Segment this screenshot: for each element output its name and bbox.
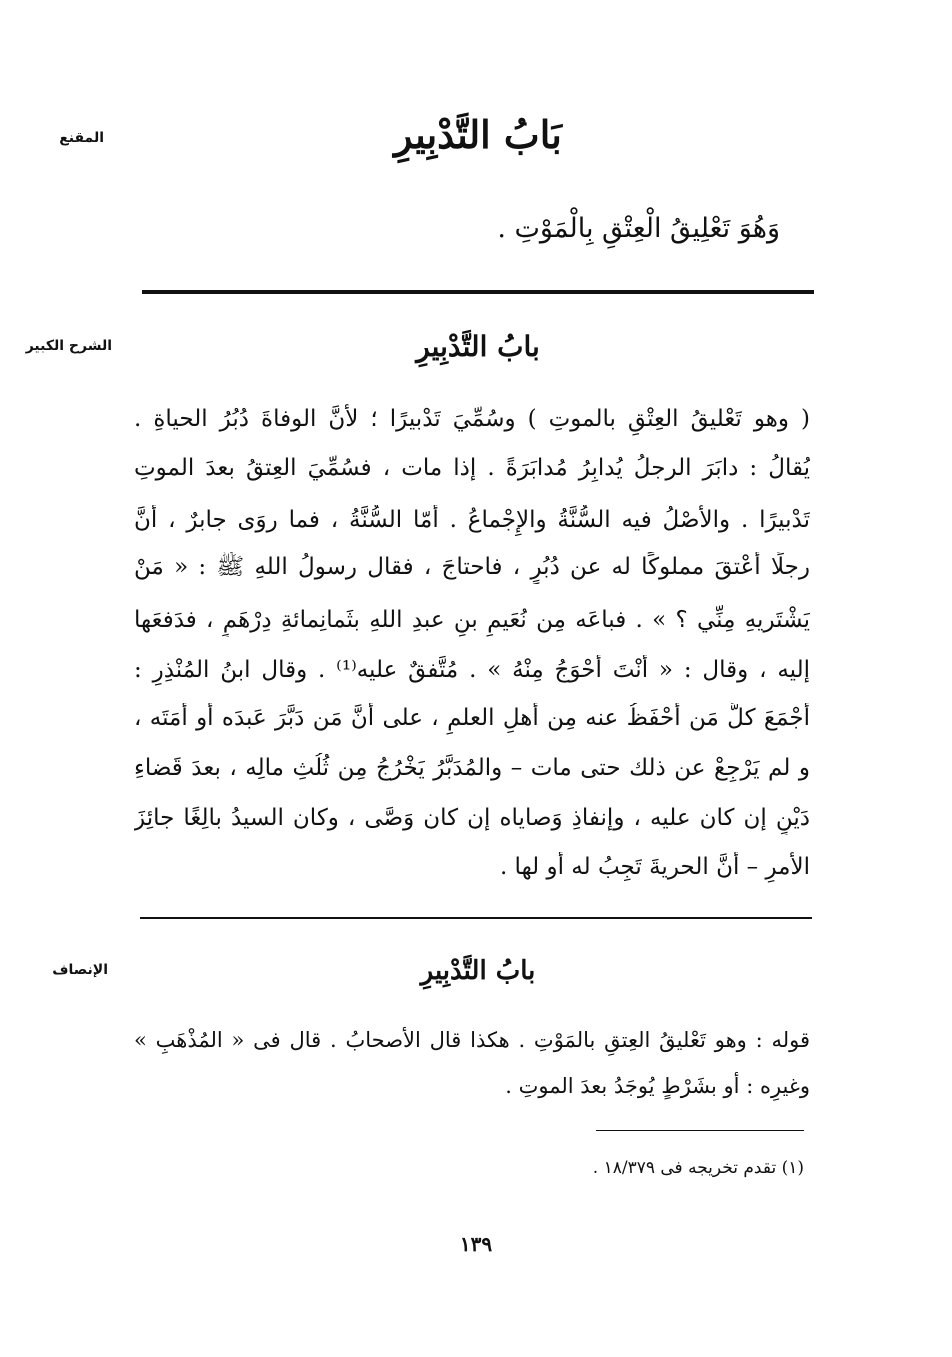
sharh-line: و لم يَرْجِعْ عن ذلك حتى مات – والمُدَبَّرُ يَخْرُجُ مِن ثُلُثِ مالِه ، بعدَ قَضاءِ	[134, 755, 810, 781]
insaf-title: بابُ التَّدْبِيرِ	[420, 956, 536, 986]
sharh-line: ( وهو تَعْليقُ العِتْقِ بالموتِ ) وسُمِّيَ تَدْبيرًا ؛ لأنَّ الوفاةَ دُبُرُ الحياةِ .	[134, 406, 810, 432]
sharh-line: دَيْنٍ إن كان عليه ، وإنفاذِ وَصاياه إن كان وَصَّى ، وكان السيدُ بالِغًا جائِزَ	[134, 805, 810, 831]
sharh-line: يَشْتَريهِ مِنِّي ؟ » . فباعَه مِن نُعَيمِ بنِ عبدِ اللهِ بثَمانِمائةِ دِرْهَمٍ ، فدَفعَها	[134, 607, 810, 633]
section-divider	[140, 917, 812, 919]
muqni-title: بَابُ التَّدْبِيرِ	[394, 112, 562, 157]
page-number: ١٣٩	[459, 1232, 493, 1256]
side-label-sharh: الشرح الكبير	[25, 338, 112, 354]
side-label-insaf: الإنصاف	[52, 962, 108, 978]
side-label-muqni: المقنع	[59, 130, 104, 146]
sharh-title: بابُ التَّدْبِيرِ	[416, 330, 540, 363]
sharh-line: إليه ، وقال : « أنْتَ أحْوَجُ مِنْهُ » . مُتَّفقٌ عليه⁽¹⁾ . وقال ابنُ المُنْذِرِ :	[134, 657, 810, 683]
insaf-line: قوله : وهو تَعْليقُ العِتقِ بالمَوْتِ . هكذا قال الأصحابُ . قال فى « المُذْهَبِ »	[134, 1028, 810, 1052]
footnote: (١) تقدم تخريجه فى ١٨/٣٧٩ .	[592, 1158, 804, 1178]
muqni-text: وَهُوَ تَعْلِيقُ الْعِتْقِ بِالْمَوْتِ .	[497, 213, 780, 244]
sharh-line: أجْمَعَ كلُّ مَن أحْفَظُ عنه مِن أهلِ العلمِ ، على أنَّ مَن دَبَّرَ عَبدَه أو أمَتَه ،	[134, 705, 810, 731]
footnote-divider	[596, 1130, 804, 1131]
sharh-line: رجلًا أعْتقَ مملوكًا له عن دُبُرٍ ، فاحتاجَ ، فقال رسولُ اللهِ ﷺ : « مَنْ	[134, 554, 810, 580]
sharh-line: تَدْبيرًا . والأصْلُ فيه السُّنَّةُ والإِجْماعُ . أمّا السُّنَّةُ ، فما روَى جابرٌ ، أنَّ	[134, 507, 810, 533]
sharh-line: يُقالُ : دابَرَ الرجلُ يُدابِرُ مُدابَرَةً . إذا مات ، فسُمِّيَ العِتقُ بعدَ الموتِ	[134, 455, 810, 481]
insaf-line: وغيرِه : أو بشَرْطٍ يُوجَدُ بعدَ الموتِ .	[505, 1074, 810, 1098]
section-divider-thick	[142, 290, 814, 294]
sharh-line: الأمرِ – أنَّ الحريةَ تَجِبُ له أو لها .	[499, 854, 810, 880]
